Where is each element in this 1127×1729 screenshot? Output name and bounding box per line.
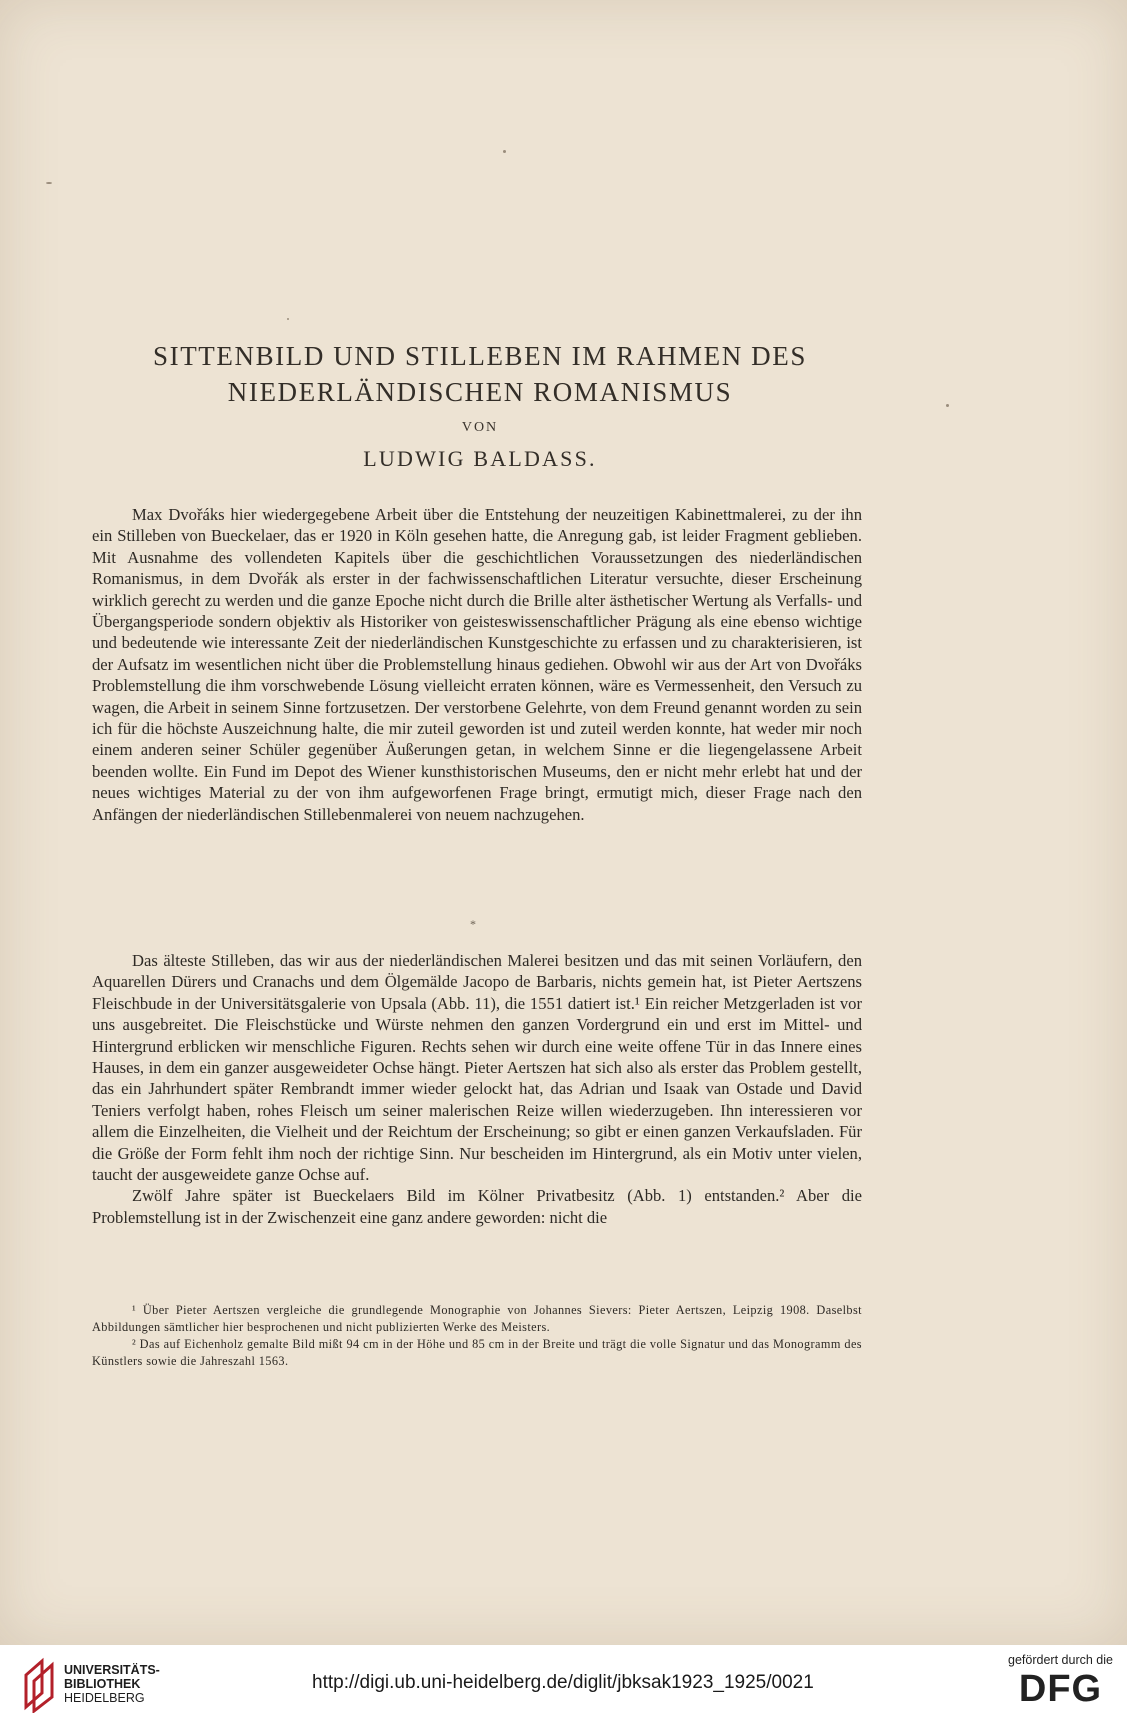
author-name: LUDWIG BALDASS. <box>363 446 597 471</box>
sponsor-caption: gefördert durch die <box>1008 1653 1113 1667</box>
body-paragraph: Zwölf Jahre später ist Bueckelaers Bild im Kölner Privatbesitz (Abb. 1) entstanden.² Aber die Problemstellung ist in der Zwischenzeit eine ganz andere geworden: nicht die <box>92 1186 862 1227</box>
article-title-line-1: SITTENBILD UND STILLEBEN IM RAHMEN DES <box>152 341 807 371</box>
library-name-line-2: BIBLIOTHEK <box>64 1677 141 1691</box>
library-emblem-icon <box>22 1657 60 1713</box>
permalink-url[interactable]: http://digi.ub.uni-heidelberg.de/diglit/jbksak1923_1925/0021 <box>312 1672 814 1693</box>
library-name <box>64 1663 160 1705</box>
body-section-1 <box>92 504 862 825</box>
footnotes <box>92 1302 862 1370</box>
body-paragraph: Max Dvořáks hier wiedergegebene Arbeit über die Entstehung der neuzeitigen Kabinettmalerei, zu der ihn ein Stilleben von Bueckelaer, das er 1920 in Köln gesehen hatte, die Anregung gab, ist leider Fragment geblieben. Mit Ausnahme des vollendeten Kapitels über die geschichtlichen Voraussetzungen des niederländischen Romanismus, in dem Dvořák als erster in der fachwissenschaftlichen Literatur versuchte, dieser Erscheinung wirklich gerecht zu werden und die ganze Epoche nicht durch die Brille alter ästhetischer Wertung als Verfalls- und Übergangsperiode sondern objektiv als Historiker von geisteswissenschaftlicher Prägung als eine ebenso wichtige und bedeutende wie interessante Zeit der niederländischen Kunstgeschichte zu erfassen und zu charakterisieren, ist der Aufsatz im wesentlichen nicht über die Problemstellung hinaus gediehen. Obwohl wir aus der Art von Dvořáks Problemstellung die ihm vorschwebende Lösung vielleicht erraten können, wäre es Vermessenheit, den Versuch zu wagen, die Arbeit in seinem Sinne fortzusetzen. Der verstorbene Gelehrte, von dem Freund genannt worden zu sein ich für die höchste Auszeichnung halte, die mir zuteil geworden ist und zuteil werden konnte, hat weder mir noch einem anderen seiner Schüler gegenüber Äußerungen getan, in welchem Sinne er die liegengelassene Arbeit beenden wollte. Ein Fund im Depot des Wiener kunsthistorischen Museums, den er nicht mehr erlebt hat und der neues wichtiges Material zu der von ihm aufgeworfenen Frage bringt, ermutigt mich, dieser Frage nach den Anfängen der niederländischen Stillebenmalerei von neuem nachzugehen. <box>92 505 862 824</box>
byline-von: VON <box>461 420 499 435</box>
section-separator: * <box>470 917 476 931</box>
article-title-line-2: NIEDERLÄNDISCHEN ROMANISMUS <box>227 377 733 407</box>
paper-speck <box>287 318 289 320</box>
sponsor-block <box>1003 1653 1118 1711</box>
title-block <box>0 338 960 472</box>
library-name-line-3: HEIDELBERG <box>64 1691 145 1705</box>
library-name-line-1: UNIVERSITÄTS- <box>64 1663 160 1677</box>
library-logo[interactable] <box>22 1657 172 1717</box>
paper-speck <box>46 182 52 184</box>
body-paragraph: Das älteste Stilleben, das wir aus der niederländischen Malerei besitzen und das mit seinen Vorläufern, den Aquarellen Dürers und Cranachs und dem Ölgemälde Jacopo de Barbaris, nichts gemein hat, ist Pieter Aertszens Fleischbude in der Universitätsgalerie von Upsala (Abb. 11), die 1551 datiert ist.¹ Ein reicher Metzgerladen ist vor uns ausgebreitet. Die Fleischstücke und Würste nehmen den ganzen Vordergrund ein und erst im Mittel- und Hintergrund erblicken wir menschliche Figuren. Rechts sehen wir durch eine weite offene Tür in das Innere eines Hauses, in dem ein ganzer ausgeweideter Ochse hängt. Pieter Aertszen hat sich also als erster das Problem gestellt, das ein Jahrhundert später Rembrandt immer wieder gelockt hat, das Adrian und Isaak van Ostade und David Teniers verfolgt haben, rohes Fleisch um seiner malerischen Reize willen wiederzugeben. Ihn interessieren vor allem die Einzelheiten, die Vielheit und der Reichtum der Erscheinung; so gibt er einen ganzen Verkaufsladen. Für die Größe der Form fehlt ihm noch der richtige Sinn. Nur bescheiden im Hintergrund, als ein Motiv unter vielen, taucht der ausgeweidete ganze Ochse auf. <box>92 951 862 1185</box>
dfg-logo[interactable]: DFG <box>1018 1668 1103 1710</box>
digitization-footer <box>0 1645 1127 1729</box>
body-section-2 <box>92 950 862 1228</box>
footnote-2: ² Das auf Eichenholz gemalte Bild mißt 94 cm in der Höhe und 85 cm in der Breite und trägt die volle Signatur und das Monogramm des Künstlers sowie die Jahreszahl 1563. <box>92 1337 862 1368</box>
footnote-1: ¹ Über Pieter Aertszen vergleiche die grundlegende Monographie von Johannes Sievers: Pieter Aertszen, Leipzig 1908. Daselbst Abbildungen sämtlicher hier besprochenen und nicht publizierten Werke des Meisters. <box>92 1303 862 1334</box>
paper-speck <box>503 150 506 153</box>
